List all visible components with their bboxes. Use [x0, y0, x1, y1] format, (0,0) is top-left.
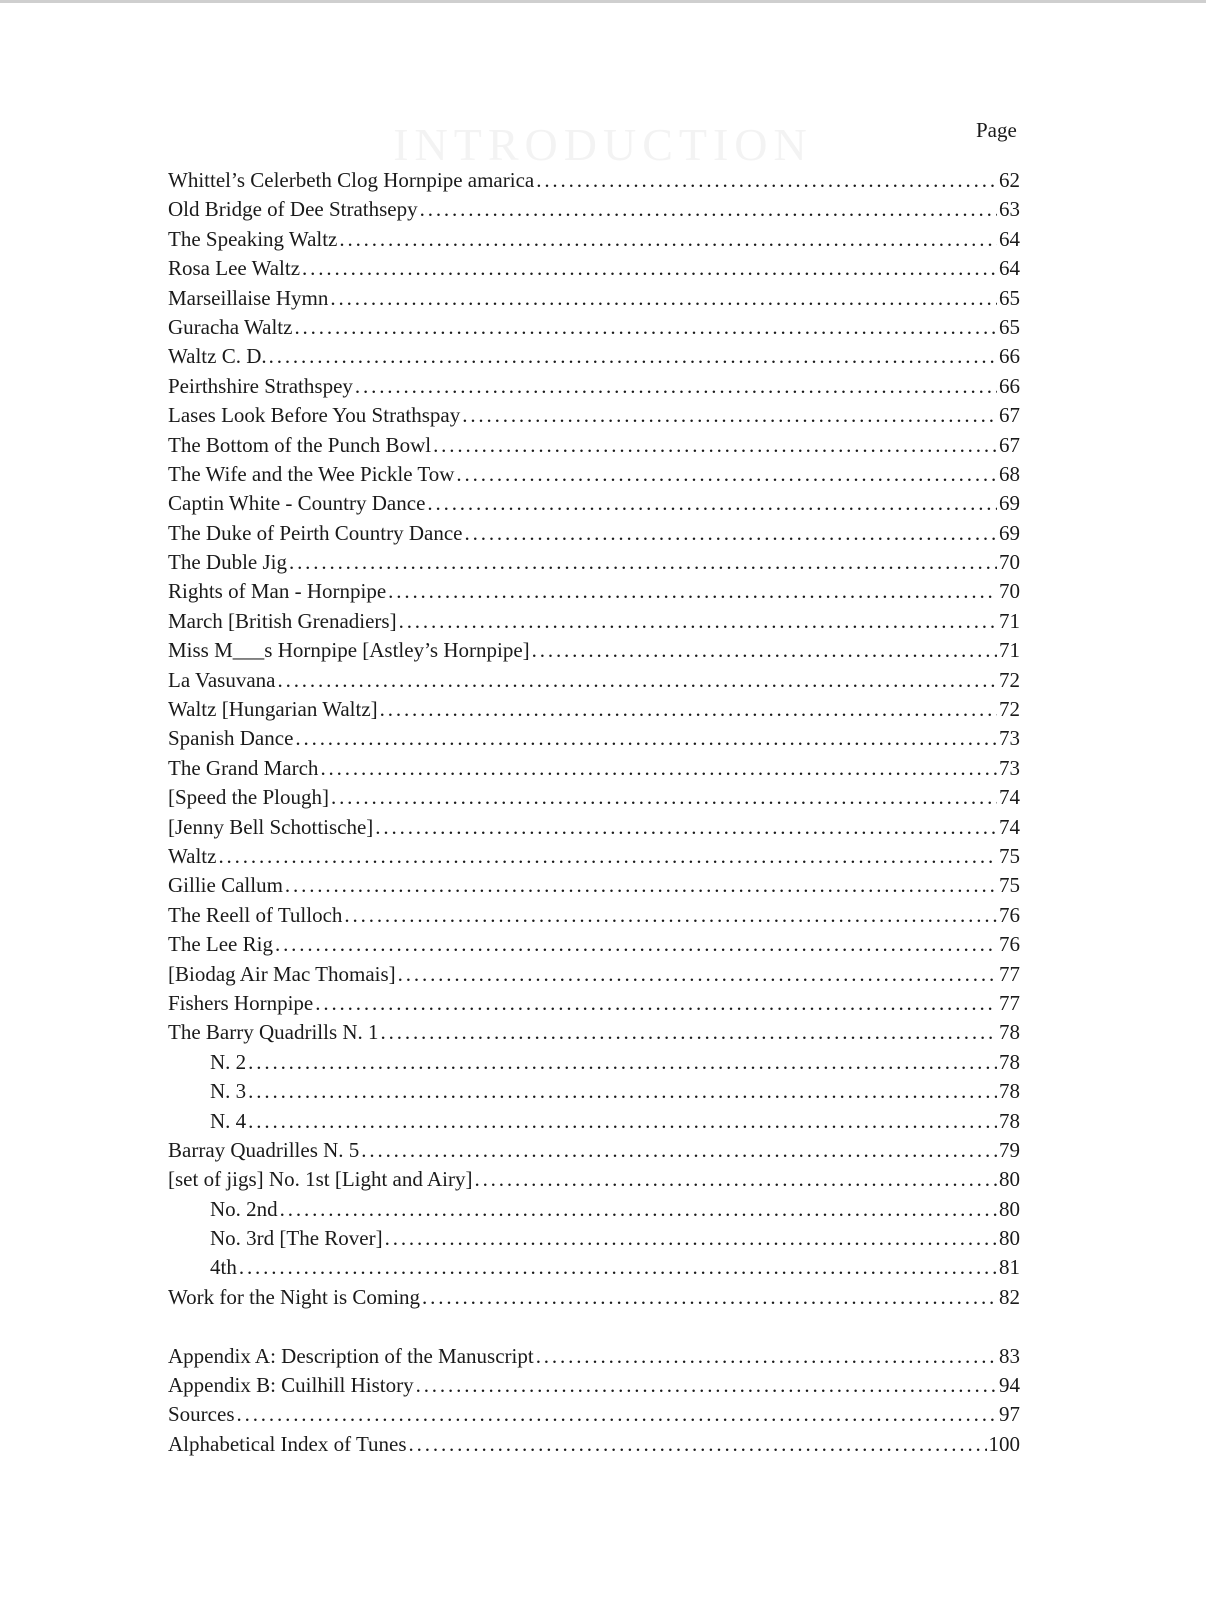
dot-leader: [339, 225, 997, 254]
dot-leader: [416, 1371, 997, 1400]
toc-entry-page: 63: [999, 197, 1020, 222]
toc-entry: [168, 519, 1020, 548]
toc-entry-title: Guracha Waltz: [168, 314, 293, 339]
dot-leader: [237, 1400, 998, 1429]
toc-entry-title: The Lee Rig: [168, 932, 273, 957]
toc-entry-page: 100: [988, 1431, 1020, 1456]
dot-leader: [269, 342, 997, 371]
dot-leader: [380, 695, 997, 724]
bleed-through-heading: INTRODUCTION: [393, 119, 813, 170]
toc-entry-page: 62: [999, 168, 1020, 192]
toc-entry-page: 70: [999, 550, 1020, 575]
toc-entry: [168, 342, 1020, 371]
toc-entry-page: 65: [999, 314, 1020, 339]
toc-entry-page: 69: [999, 520, 1020, 545]
toc-entry: [168, 960, 1020, 989]
toc-appendix-entry: [168, 1342, 1020, 1371]
dot-leader: [361, 1136, 997, 1165]
toc-subentry: [168, 1195, 1020, 1224]
toc-entry-title: The Speaking Waltz: [168, 226, 338, 251]
toc-entry-page: 78: [999, 1049, 1020, 1074]
section-spacer: [168, 1312, 1020, 1341]
toc-entry: [168, 548, 1020, 577]
toc-entry: [168, 254, 1020, 283]
toc-entry-page: 75: [999, 873, 1020, 898]
toc-entry-title: Waltz: [168, 843, 217, 868]
toc-entry-page: 73: [999, 726, 1020, 751]
dot-leader: [375, 813, 997, 842]
toc-entry: [168, 372, 1020, 401]
toc-entry-page: 67: [999, 403, 1020, 428]
toc-entry-title: The Wife and the Wee Pickle Tow: [168, 461, 455, 486]
toc-entry-page: 71: [999, 638, 1020, 663]
toc-entry-title: [Jenny Bell Schottische]: [168, 814, 374, 839]
dot-leader: [331, 783, 997, 812]
table-of-contents: [168, 166, 1020, 1459]
toc-entry-page: 81: [999, 1255, 1020, 1280]
toc-entry-page: 68: [999, 461, 1020, 486]
toc-entry-page: 67: [999, 432, 1020, 457]
toc-entry-page: 64: [999, 256, 1020, 281]
toc-entry-title: Miss M___s Hornpipe [Astley’s Hornpipe]: [168, 638, 530, 663]
toc-entry-title: Marseillaise Hymn: [168, 285, 329, 310]
dot-leader: [422, 1283, 997, 1312]
toc-entry-title: Gillie Callum: [168, 873, 283, 898]
dot-leader: [289, 548, 997, 577]
dot-leader: [456, 460, 997, 489]
dot-leader: [536, 166, 997, 195]
toc-entry-page: 78: [999, 1079, 1020, 1104]
toc-entry: [168, 871, 1020, 900]
dot-leader: [320, 754, 997, 783]
toc-entry-title: Appendix B: Cuilhill History: [168, 1373, 414, 1398]
toc-entry-page: 80: [999, 1196, 1020, 1221]
toc-entry: [168, 401, 1020, 430]
dot-leader: [302, 254, 997, 283]
toc-entry: [168, 813, 1020, 842]
toc-entry: [168, 607, 1020, 636]
toc-entry-title: Alphabetical Index of Tunes: [168, 1431, 407, 1456]
toc-subentry: [168, 1107, 1020, 1136]
toc-entry-page: 69: [999, 491, 1020, 516]
toc-entry: [168, 431, 1020, 460]
toc-entry: [168, 636, 1020, 665]
toc-entry: [168, 695, 1020, 724]
toc-entry-title: No. 2nd: [210, 1196, 278, 1221]
toc-subentry: [168, 1077, 1020, 1106]
toc-entry: [168, 989, 1020, 1018]
toc-entry-page: 72: [999, 697, 1020, 722]
toc-entry: [168, 1283, 1020, 1312]
dot-leader: [536, 1342, 997, 1371]
toc-entry-page: 80: [999, 1226, 1020, 1251]
dot-leader: [474, 1165, 997, 1194]
toc-entry-page: 66: [999, 344, 1020, 369]
toc-entry-title: The Bottom of the Punch Bowl: [168, 432, 432, 457]
dot-leader: [398, 960, 997, 989]
dot-leader: [532, 636, 997, 665]
toc-entry-title: La Vasuvana: [168, 667, 276, 692]
toc-entry-page: 74: [999, 785, 1020, 810]
dot-leader: [420, 195, 997, 224]
toc-entry: [168, 195, 1020, 224]
toc-entry-title: N. 4: [210, 1108, 247, 1133]
toc-appendices: [168, 1342, 1020, 1460]
toc-entry-page: 66: [999, 373, 1020, 398]
toc-appendix-entry: [168, 1400, 1020, 1429]
toc-entries: [168, 166, 1020, 1312]
toc-entry: [168, 284, 1020, 313]
toc-entry: [168, 313, 1020, 342]
toc-entry-title: Spanish Dance: [168, 726, 294, 751]
toc-entry-title: Barray Quadrilles N. 5: [168, 1137, 360, 1162]
dot-leader: [427, 489, 997, 518]
toc-entry-page: 97: [999, 1402, 1020, 1427]
dot-leader: [248, 1048, 997, 1077]
dot-leader: [248, 1107, 997, 1136]
dot-leader: [280, 1195, 997, 1224]
dot-leader: [385, 1224, 997, 1253]
dot-leader: [355, 372, 997, 401]
toc-entry: [168, 842, 1020, 871]
toc-entry-title: Rosa Lee Waltz: [168, 256, 301, 281]
dot-leader: [248, 1077, 997, 1106]
toc-entry-page: 80: [999, 1167, 1020, 1192]
toc-entry-page: 79: [999, 1137, 1020, 1162]
toc-entry-title: N. 3: [210, 1079, 247, 1104]
toc-entry-title: Whittel’s Celerbeth Clog Hornpipe amarica: [168, 168, 535, 192]
toc-entry-page: 94: [999, 1373, 1020, 1398]
toc-entry-title: Work for the Night is Coming: [168, 1284, 421, 1309]
dot-leader: [294, 313, 997, 342]
toc-entry-title: Peirthshire Strathspey: [168, 373, 353, 398]
toc-subentry: [168, 1253, 1020, 1282]
toc-entry: [168, 460, 1020, 489]
toc-entry-title: [Speed the Plough]: [168, 785, 329, 810]
toc-entry-title: Appendix A: Description of the Manuscript: [168, 1343, 534, 1368]
dot-leader: [285, 871, 997, 900]
toc-entry-title: Sources: [168, 1402, 235, 1427]
dot-leader: [465, 519, 997, 548]
toc-entry: [168, 930, 1020, 959]
toc-entry-page: 78: [999, 1020, 1020, 1045]
dot-leader: [344, 901, 997, 930]
toc-entry-title: The Grand March: [168, 755, 319, 780]
page-column-header: Page: [976, 118, 1017, 142]
dot-leader: [278, 666, 998, 695]
toc-entry-page: 73: [999, 755, 1020, 780]
toc-subentry: [168, 1224, 1020, 1253]
toc-entry-title: [Biodag Air Mac Thomais]: [168, 961, 396, 986]
toc-appendix-entry: [168, 1430, 1020, 1459]
dot-leader: [462, 401, 997, 430]
toc-entry-page: 78: [999, 1108, 1020, 1133]
toc-entry-page: 74: [999, 814, 1020, 839]
toc-entry-title: The Duke of Peirth Country Dance: [168, 520, 463, 545]
toc-entry: [168, 225, 1020, 254]
toc-entry-title: [set of jigs] No. 1st [Light and Airy]: [168, 1167, 473, 1192]
toc-entry-page: 77: [999, 990, 1020, 1015]
dot-leader: [218, 842, 997, 871]
toc-appendix-entry: [168, 1371, 1020, 1400]
toc-entry-page: 65: [999, 285, 1020, 310]
toc-entry: [168, 1018, 1020, 1047]
toc-entry-title: The Duble Jig: [168, 550, 287, 575]
toc-entry: [168, 901, 1020, 930]
dot-leader: [239, 1253, 997, 1282]
toc-entry-page: 76: [999, 902, 1020, 927]
toc-entry-page: 70: [999, 579, 1020, 604]
toc-entry-page: 72: [999, 667, 1020, 692]
toc-entry-title: March [British Grenadiers]: [168, 608, 397, 633]
toc-entry-title: N. 2: [210, 1049, 247, 1074]
toc-entry: [168, 783, 1020, 812]
toc-entry-page: 71: [999, 608, 1020, 633]
toc-entry-title: Rights of Man - Hornpipe: [168, 579, 387, 604]
toc-entry: [168, 754, 1020, 783]
toc-entry-title: The Reell of Tulloch: [168, 902, 343, 927]
toc-entry-title: The Barry Quadrills N. 1: [168, 1020, 379, 1045]
dot-leader: [388, 577, 997, 606]
toc-entry-page: 76: [999, 932, 1020, 957]
toc-entry-page: 77: [999, 961, 1020, 986]
toc-entry-title: Captin White - Country Dance: [168, 491, 426, 516]
toc-entry-title: Lases Look Before You Strathspay: [168, 403, 461, 428]
toc-entry: [168, 489, 1020, 518]
dot-leader: [381, 1018, 997, 1047]
dot-leader: [275, 930, 997, 959]
scan-edge: [0, 0, 1206, 3]
toc-entry: [168, 666, 1020, 695]
toc-entry: [168, 1136, 1020, 1165]
toc-entry-title: Waltz [Hungarian Waltz]: [168, 697, 378, 722]
dot-leader: [399, 607, 997, 636]
toc-entry-title: Old Bridge of Dee Strathsepy: [168, 197, 418, 222]
dot-leader: [433, 431, 997, 460]
toc-entry-title: Waltz C. D.: [168, 344, 267, 369]
toc-entry-title: Fishers Hornpipe: [168, 990, 314, 1015]
toc-entry-page: 82: [999, 1284, 1020, 1309]
dot-leader: [409, 1430, 987, 1459]
toc-entry: [168, 577, 1020, 606]
toc-entry-page: 75: [999, 843, 1020, 868]
dot-leader: [295, 724, 997, 753]
toc-subentry: [168, 1048, 1020, 1077]
toc-entry: [168, 1165, 1020, 1194]
toc-entry: [168, 166, 1020, 195]
toc-entry: [168, 724, 1020, 753]
dot-leader: [315, 989, 997, 1018]
toc-entry-title: No. 3rd [The Rover]: [210, 1226, 383, 1251]
toc-entry-page: 83: [999, 1343, 1020, 1368]
toc-entry-page: 64: [999, 226, 1020, 251]
dot-leader: [330, 284, 997, 313]
toc-entry-title: 4th: [210, 1255, 237, 1280]
